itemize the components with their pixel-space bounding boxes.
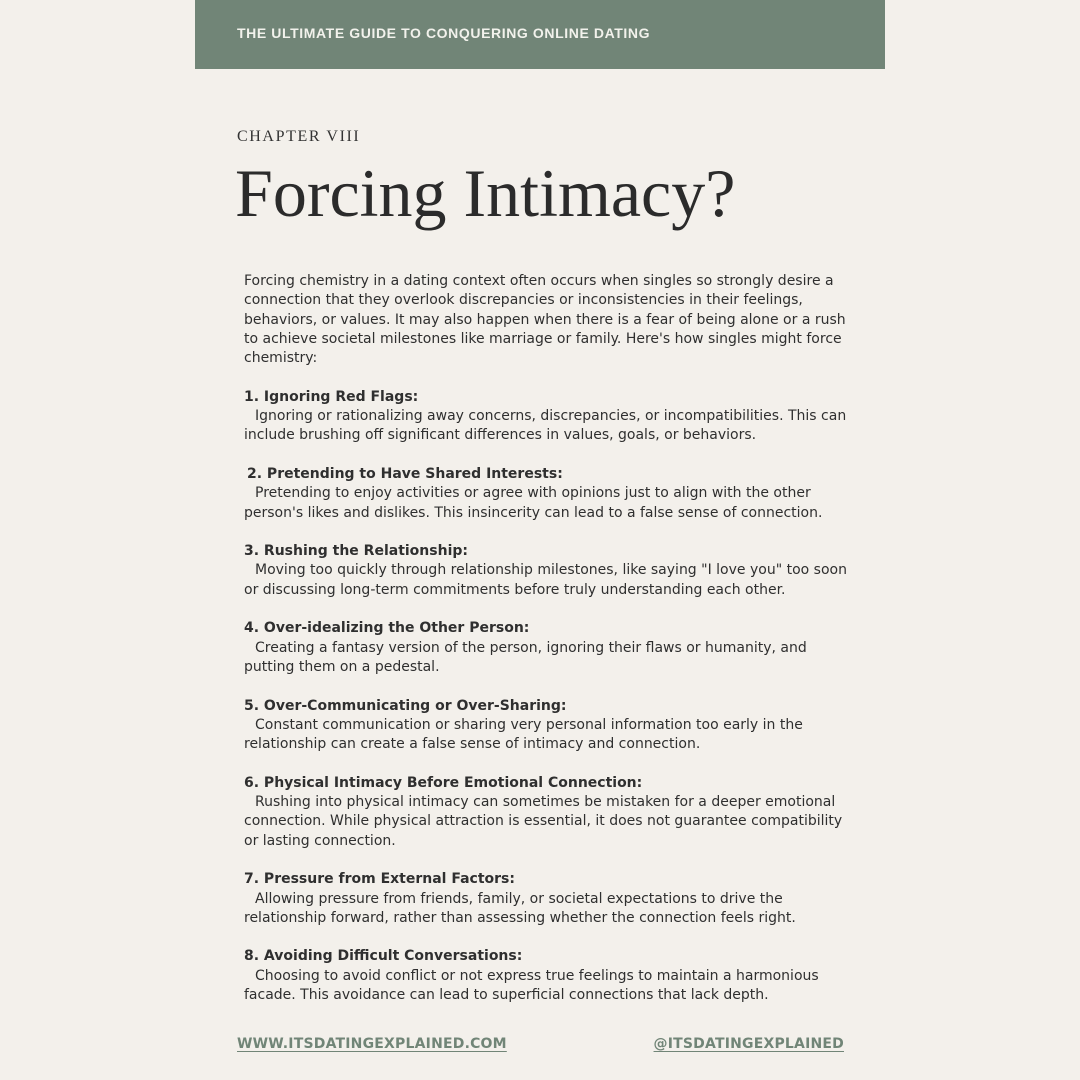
list-item-description: Constant communication or sharing very personal information too early in the relationship can create a false sense of intimacy and connection. [244, 716, 803, 753]
list-item [244, 388, 856, 446]
list-item-title: 6. Physical Intimacy Before Emotional Connection: [244, 774, 643, 791]
list-item [244, 542, 856, 600]
list-item [244, 947, 856, 1005]
list-item [244, 697, 856, 755]
list-item-description: Allowing pressure from friends, family, or societal expectations to drive the relationship forward, rather than assessing whether the connection feels right. [244, 890, 796, 926]
article-body [244, 272, 856, 1005]
list-item-title: 1. Ignoring Red Flags: [244, 388, 419, 405]
list-item [244, 870, 856, 928]
list-item-title: 5. Over-Communicating or Over-Sharing: [244, 697, 567, 714]
list-item-description: Creating a fantasy version of the person, ignoring their flaws or humanity, and putting them on a pedestal. [244, 639, 807, 675]
list-item-title: 4. Over-idealizing the Other Person: [244, 620, 530, 637]
list-item-description: Ignoring or rationalizing away concerns, discrepancies, or incompatibilities. This can include brushing off significant differences in values, goals, or behaviors. [244, 408, 847, 444]
list-item [244, 619, 856, 677]
page-title: Forcing Intimacy? [235, 155, 736, 231]
list-item-title: 3. Rushing the Relationship: [244, 543, 468, 560]
list-item-title: 7. Pressure from External Factors: [244, 871, 515, 888]
list-item [244, 774, 856, 851]
banner-title: THE ULTIMATE GUIDE TO CONQUERING ONLINE DATING [237, 25, 651, 41]
header-banner [195, 0, 885, 69]
list-item-description: Moving too quickly through relationship milestones, like saying "I love you" too soon or discussing long-term commitments before truly understanding each other. [244, 562, 847, 598]
website-link[interactable]: WWW.ITSDATINGEXPLAINED.COM [237, 1036, 507, 1052]
list-item-title: 8. Avoiding Difficult Conversations: [244, 948, 523, 965]
chapter-label: CHAPTER VIII [237, 128, 361, 145]
intro-paragraph: Forcing chemistry in a dating context often occurs when singles so strongly desire a connection that they overlook discrepancies or inconsistencies in their feelings, behaviors, or values. It may also happen when there is a fear of being alone or a rush to achieve societal milestones like marriage or family. Here's how singles might force chemistry: [244, 273, 846, 367]
list-item-description: Rushing into physical intimacy can sometimes be mistaken for a deeper emotional connection. While physical attraction is essential, it does not guarantee compatibility or lasting connection. [244, 794, 843, 849]
list-item-title: 2. Pretending to Have Shared Interests: [247, 465, 563, 482]
social-handle-link[interactable]: @ITSDATINGEXPLAINED [653, 1036, 844, 1052]
list-item [244, 465, 856, 523]
list-item-description: Pretending to enjoy activities or agree with opinions just to align with the other person's likes and dislikes. This insincerity can lead to a false sense of connection. [244, 485, 823, 521]
list-item-description: Choosing to avoid conflict or not express true feelings to maintain a harmonious facade. This avoidance can lead to superficial connections that lack depth. [244, 967, 819, 1003]
